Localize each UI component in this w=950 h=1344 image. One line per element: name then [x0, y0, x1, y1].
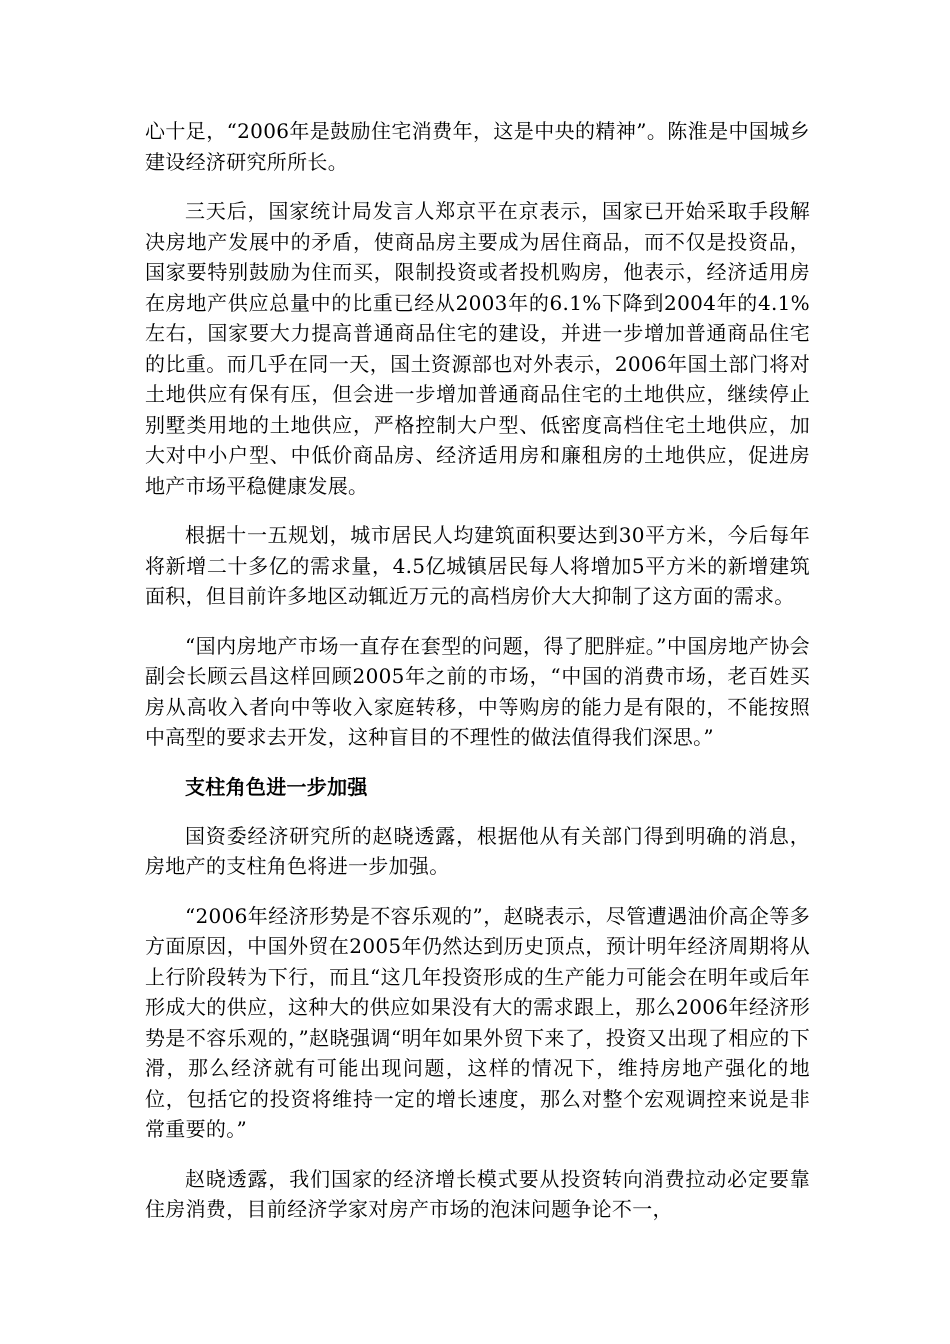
paragraph-2: 三天后，国家统计局发言人郑京平在京表示，国家已开始采取手段解决房地产发展中的矛盾，使商品房主要成为居住商品，而不仅是投资品，国家要特别鼓励为住而买，限制投资或者投机购房，他表示，经济适用房在房地产供应总量中的比重已经从2003年的6.1%下降到2004年的4.1%左右，国家要大力提高普通商品住宅的建设，并进一步增加普通商品住宅的比重。而几乎在同一天，国土资源部也对外表示，2006年国土部门将对土地供应有保有压，但会进一步增加普通商品住宅的土地供应，继续停止别墅类用地的土地供应，严格控制大户型、低密度高档住宅土地供应，加大对中小户型、中低价商品房、经济适用房和廉租房的土地供应，促进房地产市场平稳健康发展。 [145, 199, 810, 498]
paragraph-7: 赵晓透露，我们国家的经济增长模式要从投资转向消费拉动必定要靠住房消费，目前经济学家对房产市场的泡沫问题争论不一， [145, 1166, 810, 1221]
paragraph-3: 根据十一五规划，城市居民人均建筑面积要达到30平方米，今后每年将新增二十多亿的需求量，4.5亿城镇居民每人将增加5平方米的新增建筑面积，但目前许多地区动辄近万元的高档房价大大抑制了这方面的需求。 [145, 523, 810, 608]
paragraph-4: “国内房地产市场一直存在套型的问题，得了肥胖症。”中国房地产协会副会长顾云昌这样回顾2005年之前的市场，“中国的消费市场，老百姓买房从高收入者向中等收入家庭转移，中等购房的能力是有限的，不能按照中高型的要求去开发，这种盲目的不理性的做法值得我们深思。” [145, 633, 810, 749]
paragraph-1: 心十足，“2006年是鼓励住宅消费年，这是中央的精神”。陈淮是中国城乡建设经济研究所所长。 [145, 119, 810, 174]
section-heading: 支柱角色进一步加强 [185, 774, 368, 799]
paragraph-6: “2006年经济形势是不容乐观的”，赵晓表示，尽管遭遇油价高企等多方面原因，中国外贸在2005年仍然达到历史顶点，预计明年经济周期将从上行阶段转为下行，而且“这几年投资形成的生产能力可能会在明年或后年形成大的供应，这种大的供应如果没有大的需求跟上，那么2006年经济形势是不容乐观的，”赵晓强调“明年如果外贸下来了，投资又出现了相应的下滑，那么经济就有可能出现问题，这样的情况下，维持房地产强化的地位，包括它的投资将维持一定的增长速度，那么对整个宏观调控来说是非常重要的。” [145, 903, 810, 1141]
document-body [145, 116, 810, 1244]
paragraph-5: 国资委经济研究所的赵晓透露，根据他从有关部门得到明确的消息，房地产的支柱角色将进一步加强。 [145, 823, 810, 878]
